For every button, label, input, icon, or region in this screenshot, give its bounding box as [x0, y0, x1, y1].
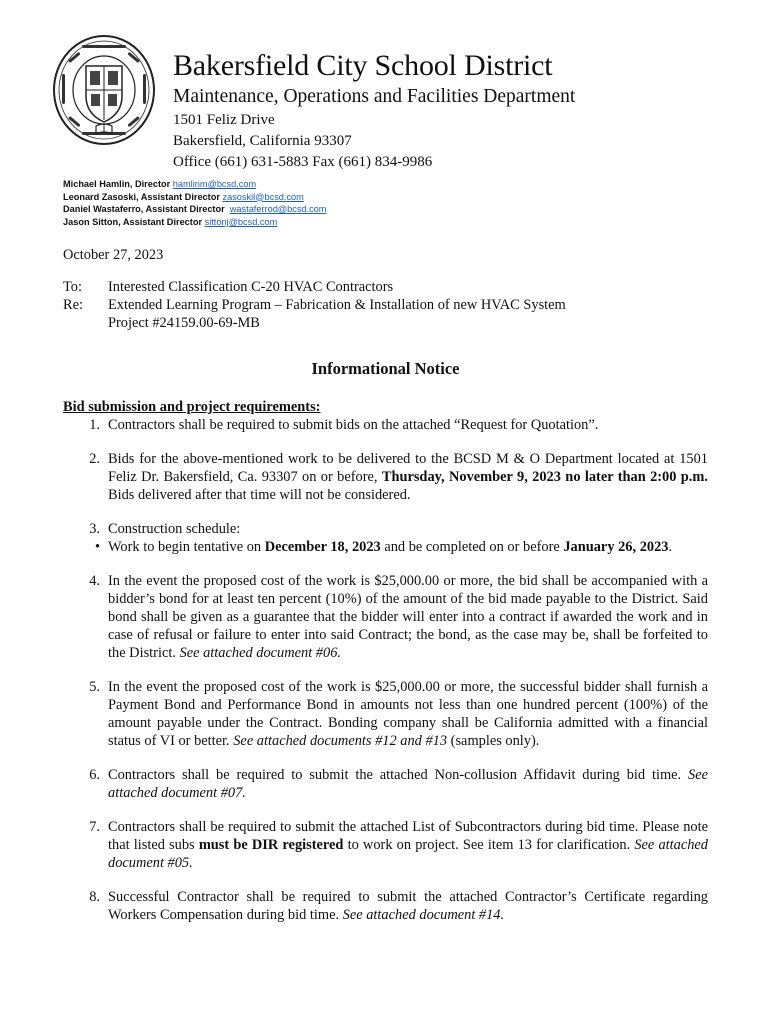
list-item	[63, 678, 708, 750]
letterhead	[173, 48, 575, 172]
letter-date: October 27, 2023	[63, 247, 164, 263]
end-date: January 26, 2023	[563, 539, 669, 555]
staff-contacts	[63, 178, 326, 228]
phone-fax: Office (661) 631-5883 Fax (661) 834-9986	[173, 154, 433, 170]
re-line	[63, 296, 708, 314]
item-number: 6.	[89, 767, 100, 783]
item-number: 1.	[89, 417, 100, 433]
item-number: 8.	[89, 889, 100, 905]
doc-reference: See attached document #14.	[342, 907, 505, 923]
list-item	[63, 450, 708, 504]
list-item	[63, 766, 708, 802]
staff-email-link[interactable]: hamlinm@bcsd.com	[172, 179, 257, 189]
list-item	[63, 416, 708, 434]
item-text: Contractors shall be required to submit bids on the attached “Request for Quotation”.	[108, 417, 599, 433]
address-line-1: 1501 Feliz Drive	[173, 112, 275, 128]
item-text: Contractors shall be required to submit the attached List of Subcontractors during bid time. Please note that listed subs must be DIR registered to work on project. See item 13 for clarification. See attached document #05.	[108, 819, 709, 871]
project-number: Project #24159.00-69-MB	[108, 315, 260, 331]
section-title: Bid submission and project requirements:	[63, 399, 321, 415]
district-seal-logo	[52, 34, 156, 146]
to-line	[63, 278, 708, 296]
to-label: To:	[63, 279, 82, 295]
staff-name: Jason Sitton, Assistant Director	[63, 216, 203, 227]
staff-email-link[interactable]: sittonj@bcsd.com	[204, 216, 278, 227]
re-label: Re:	[63, 297, 83, 313]
department-name: Maintenance, Operations and Facilities Department	[173, 86, 576, 107]
dir-requirement: must be DIR registered	[198, 837, 344, 853]
staff-name: Leonard Zasoski, Assistant Director	[63, 191, 220, 202]
staff-row	[63, 191, 326, 204]
notice-title: Informational Notice	[311, 359, 460, 378]
doc-reference: See attached document #05.	[108, 837, 709, 871]
staff-name: Daniel Wastaferro, Assistant Director	[63, 204, 225, 215]
letter-body	[63, 246, 708, 924]
item-number: 2.	[89, 451, 100, 467]
item-text: Construction schedule:	[108, 521, 241, 537]
deadline: Thursday, November 9, 2023 no later than 2:00 p.m.	[381, 469, 708, 485]
item-number: 4.	[89, 573, 100, 589]
item-number: 7.	[89, 819, 100, 835]
staff-row	[63, 178, 326, 191]
bullet-item	[63, 538, 708, 556]
item-text: In the event the proposed cost of the work is $25,000.00 or more, the bid shall be accompanied with a bidder’s bond for at least ten percent (10%) of the amount of the bid made payable to the District. Said bond shall be given as a guarantee that the bidder will enter into a contract if awarded the work and in case of refusal or failure to enter into said Contract; the bond, as the case may be, shall be forfeited to the District. See attached document #06.	[108, 573, 708, 661]
doc-reference: See attached documents #12 and #13	[233, 733, 448, 749]
re-line-2	[63, 314, 708, 332]
doc-reference: See attached document #07.	[108, 767, 708, 801]
list-item	[63, 520, 708, 538]
staff-email-link[interactable]: wastaferrod@bcsd.com	[229, 204, 327, 215]
district-name: Bakersfield City School District	[173, 49, 553, 82]
bullet-icon: •	[94, 539, 100, 555]
staff-email-link[interactable]: zasoskil@bcsd.com	[222, 191, 304, 202]
list-item	[63, 818, 708, 872]
doc-reference: See attached document #06.	[179, 645, 341, 661]
item-text: Successful Contractor shall be required to submit the attached Contractor’s Certificate regarding Workers Compensation during bid time. See attached document #14.	[108, 889, 708, 923]
list-item	[63, 572, 708, 662]
staff-row	[63, 216, 326, 229]
staff-name: Michael Hamlin, Director	[63, 179, 171, 189]
list-item	[63, 888, 708, 924]
item-number: 3.	[89, 521, 100, 537]
item-text: In the event the proposed cost of the work is $25,000.00 or more, the successful bidder shall furnish a Payment Bond and Performance Bond in amounts not less than one hundred percent (100%) of the amount payable under the Contract. Bonding company shall be California admitted with a financial status of VI or better. See attached documents #12 and #13 (samples only).	[108, 679, 708, 749]
re-value: Extended Learning Program – Fabrication & Installation of new HVAC System	[108, 297, 566, 313]
item-number: 5.	[89, 679, 100, 695]
address-line-2: Bakersfield, California 93307	[173, 133, 352, 149]
start-date: December 18, 2023	[264, 539, 381, 555]
to-value: Interested Classification C-20 HVAC Contractors	[108, 279, 394, 295]
item-text: Bids for the above-mentioned work to be delivered to the BCSD M & O Department located at 1501 Feliz Dr. Bakersfield, Ca. 93307 on or before, Thursday, November 9, 2023 no later than 2:00 p.m. Bids delivered after that time will not be considered.	[108, 451, 708, 503]
staff-row	[63, 203, 326, 216]
item-text: Contractors shall be required to submit the attached Non-collusion Affidavit during bid time. See attached document #07.	[108, 767, 708, 801]
item-text: Work to begin tentative on December 18, 2023 and be completed on or before January 26, 2023.	[108, 539, 673, 555]
